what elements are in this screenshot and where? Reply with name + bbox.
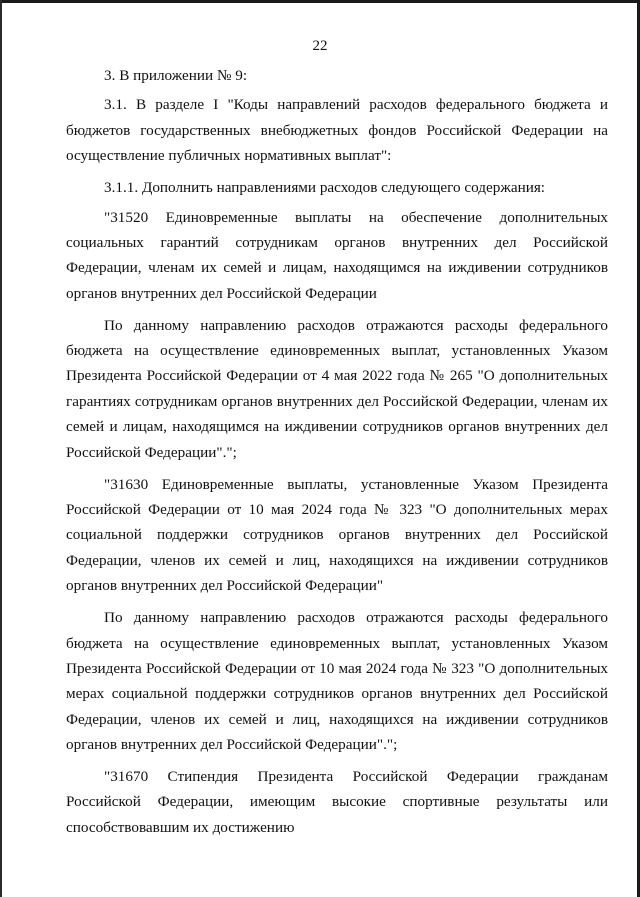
paragraph-code-31670: "31670 Стипендия Президента Российской Федерации гражданам Российской Федерации, имеющим высокие спортивные результаты или способствовавшим их достижению bbox=[66, 768, 608, 836]
scan-edge-left bbox=[0, 0, 2, 897]
page-number: 22 bbox=[312, 38, 328, 54]
paragraph-appendix-9: 3. В приложении № 9: bbox=[104, 67, 248, 84]
paragraph-section-3-1-1: 3.1.1. Дополнить направлениями расходов следующего содержания: bbox=[104, 179, 546, 197]
paragraph-section-3-1: 3.1. В разделе I "Коды направлений расходов федерального бюджета и бюджетов государственных внебюджетных фондов Российской Федерации на осуществление публичных нормативных выплат": bbox=[66, 96, 608, 165]
paragraph-code-31520-description: По данному направлению расходов отражаются расходы федерального бюджета на осуществление единовременных выплат, установленных Указом Президента Российской Федерации от 4 мая 2022 года № 265 "О дополнительных гарантиях сотрудникам органов внутренних дел Российской Федерации, членам их семей и лицам, находящимся на иждивении сотрудников органов внутренних дел Российской Федерации"."; bbox=[66, 316, 608, 461]
scan-edge-top bbox=[0, 0, 640, 3]
document-body bbox=[66, 63, 608, 847]
paragraph-code-31630: "31630 Единовременные выплаты, установленные Указом Президента Российской Федерации от 10 мая 2024 года № 323 "О дополнительных мерах социальной поддержки сотрудников органов внутренних дел Российской Федерации, членов их семей и лиц, находящихся на иждивении сотрудников органов внутренних дел Российской Федерации" bbox=[66, 475, 608, 595]
paragraph-code-31520: "31520 Единовременные выплаты на обеспечение дополнительных социальных гарантий сотрудникам органов внутренних дел Российской Федерации, членам их семей и лицам, находящимся на иждивении сотрудников органов внутренних дел Российской Федерации bbox=[66, 208, 608, 302]
paragraph-code-31630-description: По данному направлению расходов отражаются расходы федерального бюджета на осуществление единовременных выплат, установленных Указом Президента Российской Федерации от 10 мая 2024 года № 323 "О дополнительных мерах социальной поддержки сотрудников органов внутренних дел Российской Федерации, членов их семей и лиц, находящихся на иждивении сотрудников органов внутренних дел Российской Федерации"."; bbox=[66, 609, 608, 754]
